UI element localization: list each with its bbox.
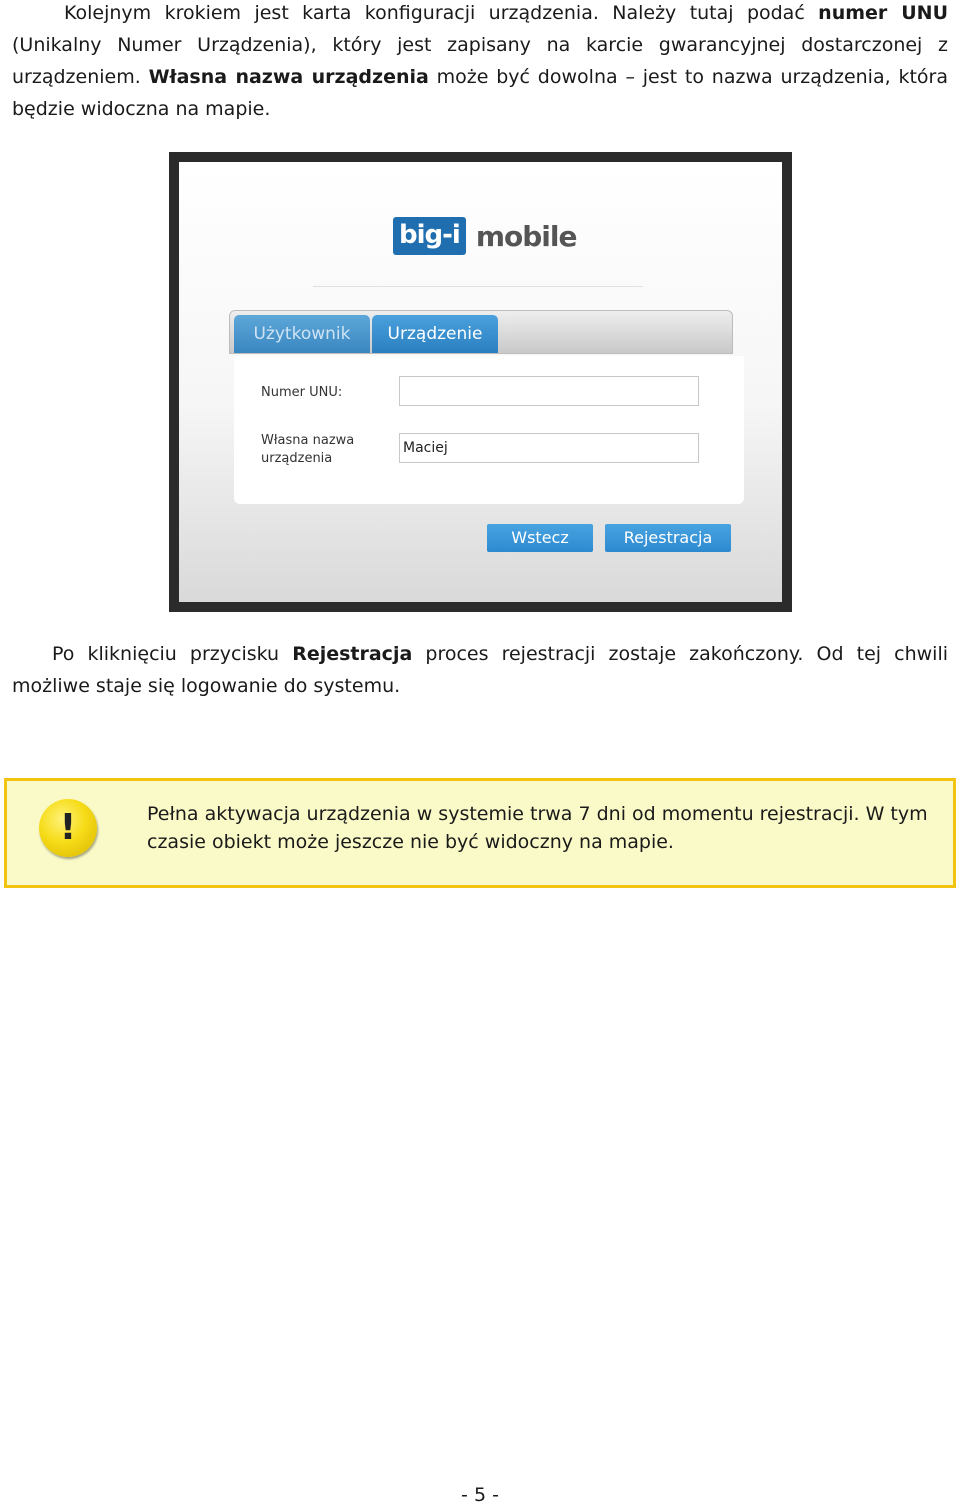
tab-user[interactable]: Użytkownik [234,315,370,353]
big-i-mobile-logo [393,216,576,256]
after-text-1: Po kliknięciu przycisku [52,643,293,665]
intro-bold-unu: numer UNU [818,2,948,24]
exclamation-icon: ! [39,799,97,857]
after-text-2: proces rejestracji zostaje zakończony. Od tej chwili możliwe staje się logowanie do systemu. [12,643,948,697]
back-button[interactable]: Wstecz [487,524,593,552]
screenshot-canvas [179,162,782,602]
intro-bold-name: Własna nazwa urządzenia [148,66,429,88]
unu-input[interactable] [399,376,699,406]
register-button[interactable]: Rejestracja [605,524,731,552]
page-number: - 5 - [461,1484,499,1506]
device-name-label: Własna nazwa urządzenia [261,433,355,466]
logo-divider [313,286,643,287]
device-form [234,356,744,504]
logo-word: mobile [475,219,577,253]
tab-bar [229,310,733,354]
logo-badge: big-i [393,217,466,255]
warning-text: Pełna aktywacja urządzenia w systemie trwa 7 dni od momentu rejestracji. W tym czasie obiekt może jeszcze nie być widoczny na mapie. [147,803,928,853]
warning-box [4,778,956,888]
device-name-input[interactable]: Maciej [399,433,699,463]
unu-label: Numer UNU: [261,385,343,400]
intro-text-2: (Unikalny Numer Urządzenia), który jest zapisany na karcie gwarancyjnej dostarczonej z urządzeniem. [12,34,948,88]
intro-paragraph [12,0,948,125]
intro-text-3: może być dowolna – jest to nazwa urządzenia, która będzie widoczna na mapie. [12,66,948,120]
intro-text-1: Kolejnym krokiem jest karta konfiguracji urządzenia. Należy tutaj podać [64,2,819,24]
device-config-screenshot [169,152,792,612]
tab-device[interactable]: Urządzenie [372,315,498,353]
after-paragraph [12,638,948,702]
after-bold-register: Rejestracja [292,643,413,665]
